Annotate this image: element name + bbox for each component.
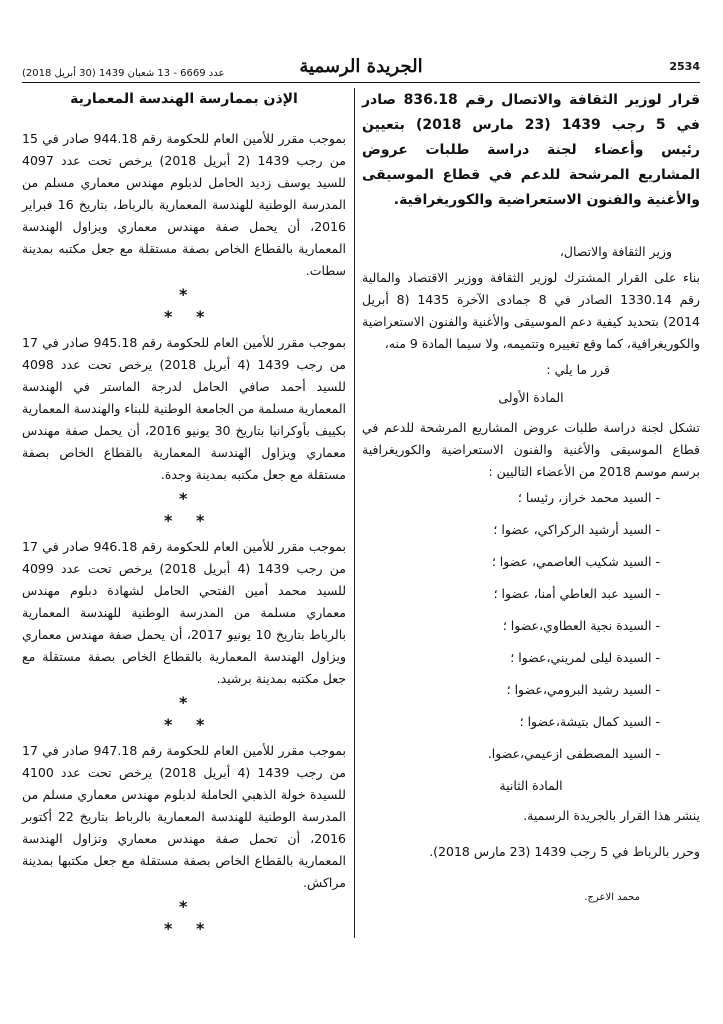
authorization-entry: بموجب مقرر للأمين العام للحكومة رقم 947.18 صادر في 17 من رجب 1439 (4 أبريل 2018) يرخص تحت عدد 4100 للسيدة خولة الذهبي الحاملة لدبلوم مهندس معماري مسلم من المدرسة الوطنية للهندسة المعمارية بالرباط بتاريخ 22 أكتوبر 2016، أن تحمل صفة مهندس معماري وتزاول الهندسة المعمارية بالقطاع الخاص بصفة مستقلة مع جعل مكتبها بمدينة مراكش. <box>22 743 347 890</box>
separator-star: * <box>164 511 173 530</box>
separator <box>22 486 346 536</box>
list-item: - السيد رشيد البرومي،عضوا ؛ <box>506 682 660 697</box>
list-item: - السيد المصطفى ازعيمي،عضوا. <box>487 746 660 761</box>
separator-star: * <box>196 511 205 530</box>
separator-star: * <box>164 919 173 938</box>
signature: محمد الاعرج. <box>584 892 640 903</box>
preamble: بناء على القرار المشترك لوزير الثقافة ووزير الاقتصاد والمالية رقم 1330.14 الصادر في 8 جمادى الآخرة 1435 (8 أبريل 2014) بتحديد كيفية دعم الموسيقى والأغنية والفنون الاستعراضية والكوريغرافية، كما وقع تغييره وتتميمه، ولا سيما المادة 9 منه، <box>362 270 700 351</box>
minister-line: وزير الثقافة والاتصال، <box>559 244 672 259</box>
article-1-title: المادة الأولى <box>498 390 564 405</box>
closing-line: وحرر بالرباط في 5 رجب 1439 (23 مارس 2018). <box>429 844 700 859</box>
decides-line: قرر ما يلي : <box>546 362 610 377</box>
section-title: الإذن بممارسة الهندسة المعمارية <box>70 91 298 107</box>
separator-star: * <box>179 693 188 712</box>
authorization-entry: بموجب مقرر للأمين العام للحكومة رقم 946.18 صادر في 17 من رجب 1439 (4 أبريل 2018) يرخص تحت عدد 4099 للسيد محمد أمين الفتحي الحامل لشهادة دبلوم مهندس معماري مسلمة من المدرسة الوطنية للهندسة المعمارية بالرباط بتاريخ 10 يونيو 2017، أن يحمل صفة مهندس معماري ويزاول الهندسة المعمارية بالقطاع الخاص بصفة مستقلة مع جعل مكتبه بمدينة برشيد. <box>22 539 347 686</box>
list-item: - السيدة ليلى لمريني،عضوا ؛ <box>510 650 660 665</box>
article-1-text: تشكل لجنة دراسة طلبات عروض المشاريع المرشحة للدعم في قطاع الموسيقى والأغنية والفنون الاستعراضية والكوريغرافية برسم موسم 2018 من الأعضاء التاليين : <box>362 420 700 479</box>
separator-star: * <box>179 489 188 508</box>
list-item: - السيد أرشيد الركراكي، عضوا ؛ <box>493 522 660 537</box>
left-column <box>22 88 346 944</box>
article-2-text: ينشر هذا القرار بالجريدة الرسمية. <box>523 808 700 823</box>
issue-info: عدد 6669 - 13 شعبان 1439 (30 أبريل 2018) <box>22 68 225 79</box>
list-item: - السيد شكيب العاصمي، عضوا ؛ <box>491 554 660 569</box>
separator-star: * <box>164 715 173 734</box>
authorization-entry: بموجب مقرر للأمين العام للحكومة رقم 945.18 صادر في 17 من رجب 1439 (4 أبريل 2018) يرخص تحت عدد 4098 للسيد أحمد صافي الحامل لدرجة الماستر في الهندسة المعمارية مسلمة من الجامعة الوطنية للبناء والهندسة المعمارية بكييف بأوكرانيا بتاريخ 30 يونيو 2016، أن يحمل صفة مهندس معماري ويزاول الهندسة المعمارية بالقطاع الخاص بصفة مستقلة مع جعل مكتبه بمدينة وجدة. <box>22 335 347 482</box>
members-list <box>362 487 700 765</box>
list-item: - السيد محمد خراز، رئيسا ؛ <box>517 490 660 505</box>
separator-star: * <box>179 897 188 916</box>
page-number: 2534 <box>669 60 700 73</box>
article-2-title: المادة الثانية <box>499 778 563 793</box>
separator <box>22 690 346 740</box>
page-header <box>22 56 700 80</box>
header-rule <box>22 82 700 83</box>
decree-title: قرار لوزير الثقافة والاتصال رقم 836.18 صادر في 5 رجب 1439 (23 مارس 2018) بتعيين رئيس وأعضاء لجنة دراسة طلبات عروض المشاريع المرشحة للدعم في قطاع الموسيقى والأغنية والفنون الاستعراضية والكوريغرافية. <box>362 92 701 208</box>
column-divider <box>354 88 355 938</box>
gazette-title: الجريدة الرسمية <box>299 56 423 77</box>
separator <box>22 282 346 332</box>
list-item: - السيدة نجية العطاوي،عضوا ؛ <box>502 618 660 633</box>
separator-star: * <box>196 715 205 734</box>
separator <box>22 894 346 944</box>
list-item: - السيد كمال بتيشة،عضوا ؛ <box>519 714 660 729</box>
separator-star: * <box>196 307 205 326</box>
separator-star: * <box>164 307 173 326</box>
separator-star: * <box>196 919 205 938</box>
list-item: - السيد عبد العاطي أمنا، عضوا ؛ <box>493 586 660 601</box>
authorization-entry: بموجب مقرر للأمين العام للحكومة رقم 944.18 صادر في 15 من رجب 1439 (2 أبريل 2018) يرخص تحت عدد 4097 للسيد يوسف زديد الحامل لدبلوم مهندس معماري مسلم من المدرسة الوطنية للهندسة المعمارية بالرباط، بتاريخ 16 فبراير 2016، أن يحمل صفة مهندس معماري ويزاول الهندسة المعمارية بالقطاع الخاص بصفة مستقلة مع جعل مكتبه بمدينة سطات. <box>22 131 347 278</box>
separator-star: * <box>179 285 188 304</box>
right-column <box>362 88 700 919</box>
